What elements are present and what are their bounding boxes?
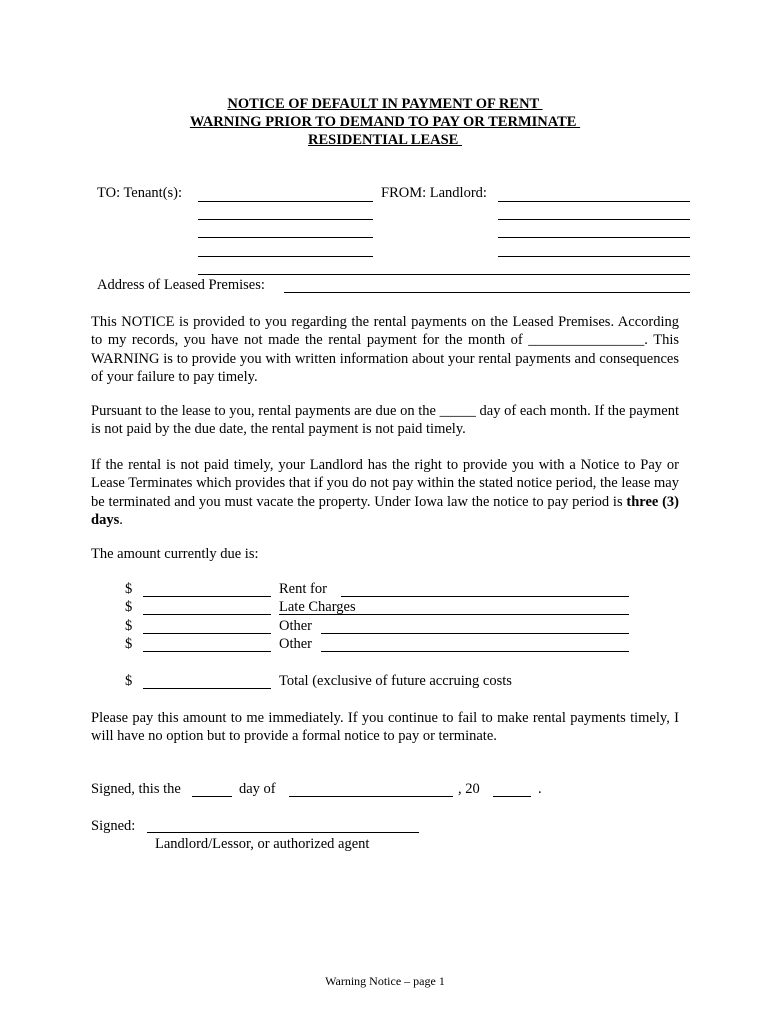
amount-row-label: Other	[279, 636, 313, 652]
signer-caption: Landlord/Lessor, or authorized agent	[155, 836, 370, 852]
day-of-label: day of	[239, 781, 276, 797]
tenant-label: TO: Tenant(s):	[97, 185, 183, 201]
rent-month-field[interactable]	[341, 596, 629, 597]
title-line-1: NOTICE OF DEFAULT IN PAYMENT OF RENT	[227, 96, 543, 112]
currency-symbol: $	[125, 581, 133, 597]
other-description-field-1[interactable]	[321, 633, 629, 634]
late-charges-description-field[interactable]	[279, 614, 629, 615]
month-field[interactable]	[289, 796, 453, 797]
signature-field[interactable]	[147, 832, 419, 833]
tenant-name-field-3[interactable]	[198, 237, 373, 238]
payment-demand-paragraph: Please pay this amount to me immediately. If you continue to fail to make rental payments timely, I will have no option but to provide a formal notice to pay or terminate.	[91, 710, 679, 745]
landlord-name-field-2[interactable]	[498, 219, 690, 220]
address-label: Address of Leased Premises:	[97, 277, 265, 293]
other-description-field-2[interactable]	[321, 651, 629, 652]
landlord-name-field-4[interactable]	[498, 256, 690, 257]
landlord-name-field-1[interactable]	[498, 201, 690, 202]
address-field-line-2[interactable]	[284, 292, 690, 293]
year-field[interactable]	[493, 796, 531, 797]
amount-row-label: Late Charges	[279, 599, 356, 615]
currency-symbol: $	[125, 636, 133, 652]
year-prefix: , 20	[458, 781, 480, 797]
rent-amount-field[interactable]	[143, 596, 271, 597]
due-date-paragraph: Pursuant to the lease to you, rental payments are due on the _____ day of each month. If the payment is not paid by the due date, the rental payment is not paid timely.	[91, 403, 679, 438]
currency-symbol: $	[125, 618, 133, 634]
title-line-3: RESIDENTIAL LEASE	[308, 132, 462, 148]
currency-symbol: $	[125, 673, 133, 689]
tenant-name-field-2[interactable]	[198, 219, 373, 220]
rights-paragraph	[91, 456, 679, 530]
page-footer: Warning Notice – page 1	[325, 974, 445, 988]
other-amount-field-1[interactable]	[143, 633, 271, 634]
amount-intro: The amount currently due is:	[91, 546, 259, 562]
sentence-period: .	[538, 781, 542, 797]
total-label: Total (exclusive of future accruing costs	[279, 673, 512, 689]
tenant-name-field-1[interactable]	[198, 201, 373, 202]
rights-text: If the rental is not paid timely, your Landlord has the right to provide you with a Notice to Pay or Lease Terminates which provides that if you do not pay within the stated notice period, the lease may be terminated and you must vacate the property. Under Iowa law the notice to pay period is	[91, 457, 679, 510]
address-field-line-1[interactable]	[198, 274, 690, 275]
rights-end: .	[119, 512, 123, 529]
amount-row-label: Other	[279, 618, 313, 634]
day-field[interactable]	[192, 796, 232, 797]
amount-row-label: Rent for	[279, 581, 327, 597]
late-charges-amount-field[interactable]	[143, 614, 271, 615]
notice-paragraph: This NOTICE is provided to you regarding the rental payments on the Leased Premises. According to my records, you have not made the rental payment for the month of ________________. This WARNING is to provide you with written information about your rental payments and consequences of your failure to pay timely.	[91, 314, 679, 386]
other-amount-field-2[interactable]	[143, 651, 271, 652]
total-amount-field[interactable]	[143, 688, 271, 689]
notice-period-bold: three (3) days	[91, 493, 679, 529]
signed-this-label: Signed, this the	[91, 781, 181, 797]
title-line-2: WARNING PRIOR TO DEMAND TO PAY OR TERMINATE	[189, 114, 581, 130]
signed-label: Signed:	[91, 818, 136, 834]
landlord-label: FROM: Landlord:	[381, 185, 487, 201]
currency-symbol: $	[125, 599, 133, 615]
landlord-name-field-3[interactable]	[498, 237, 690, 238]
tenant-name-field-4[interactable]	[198, 256, 373, 257]
